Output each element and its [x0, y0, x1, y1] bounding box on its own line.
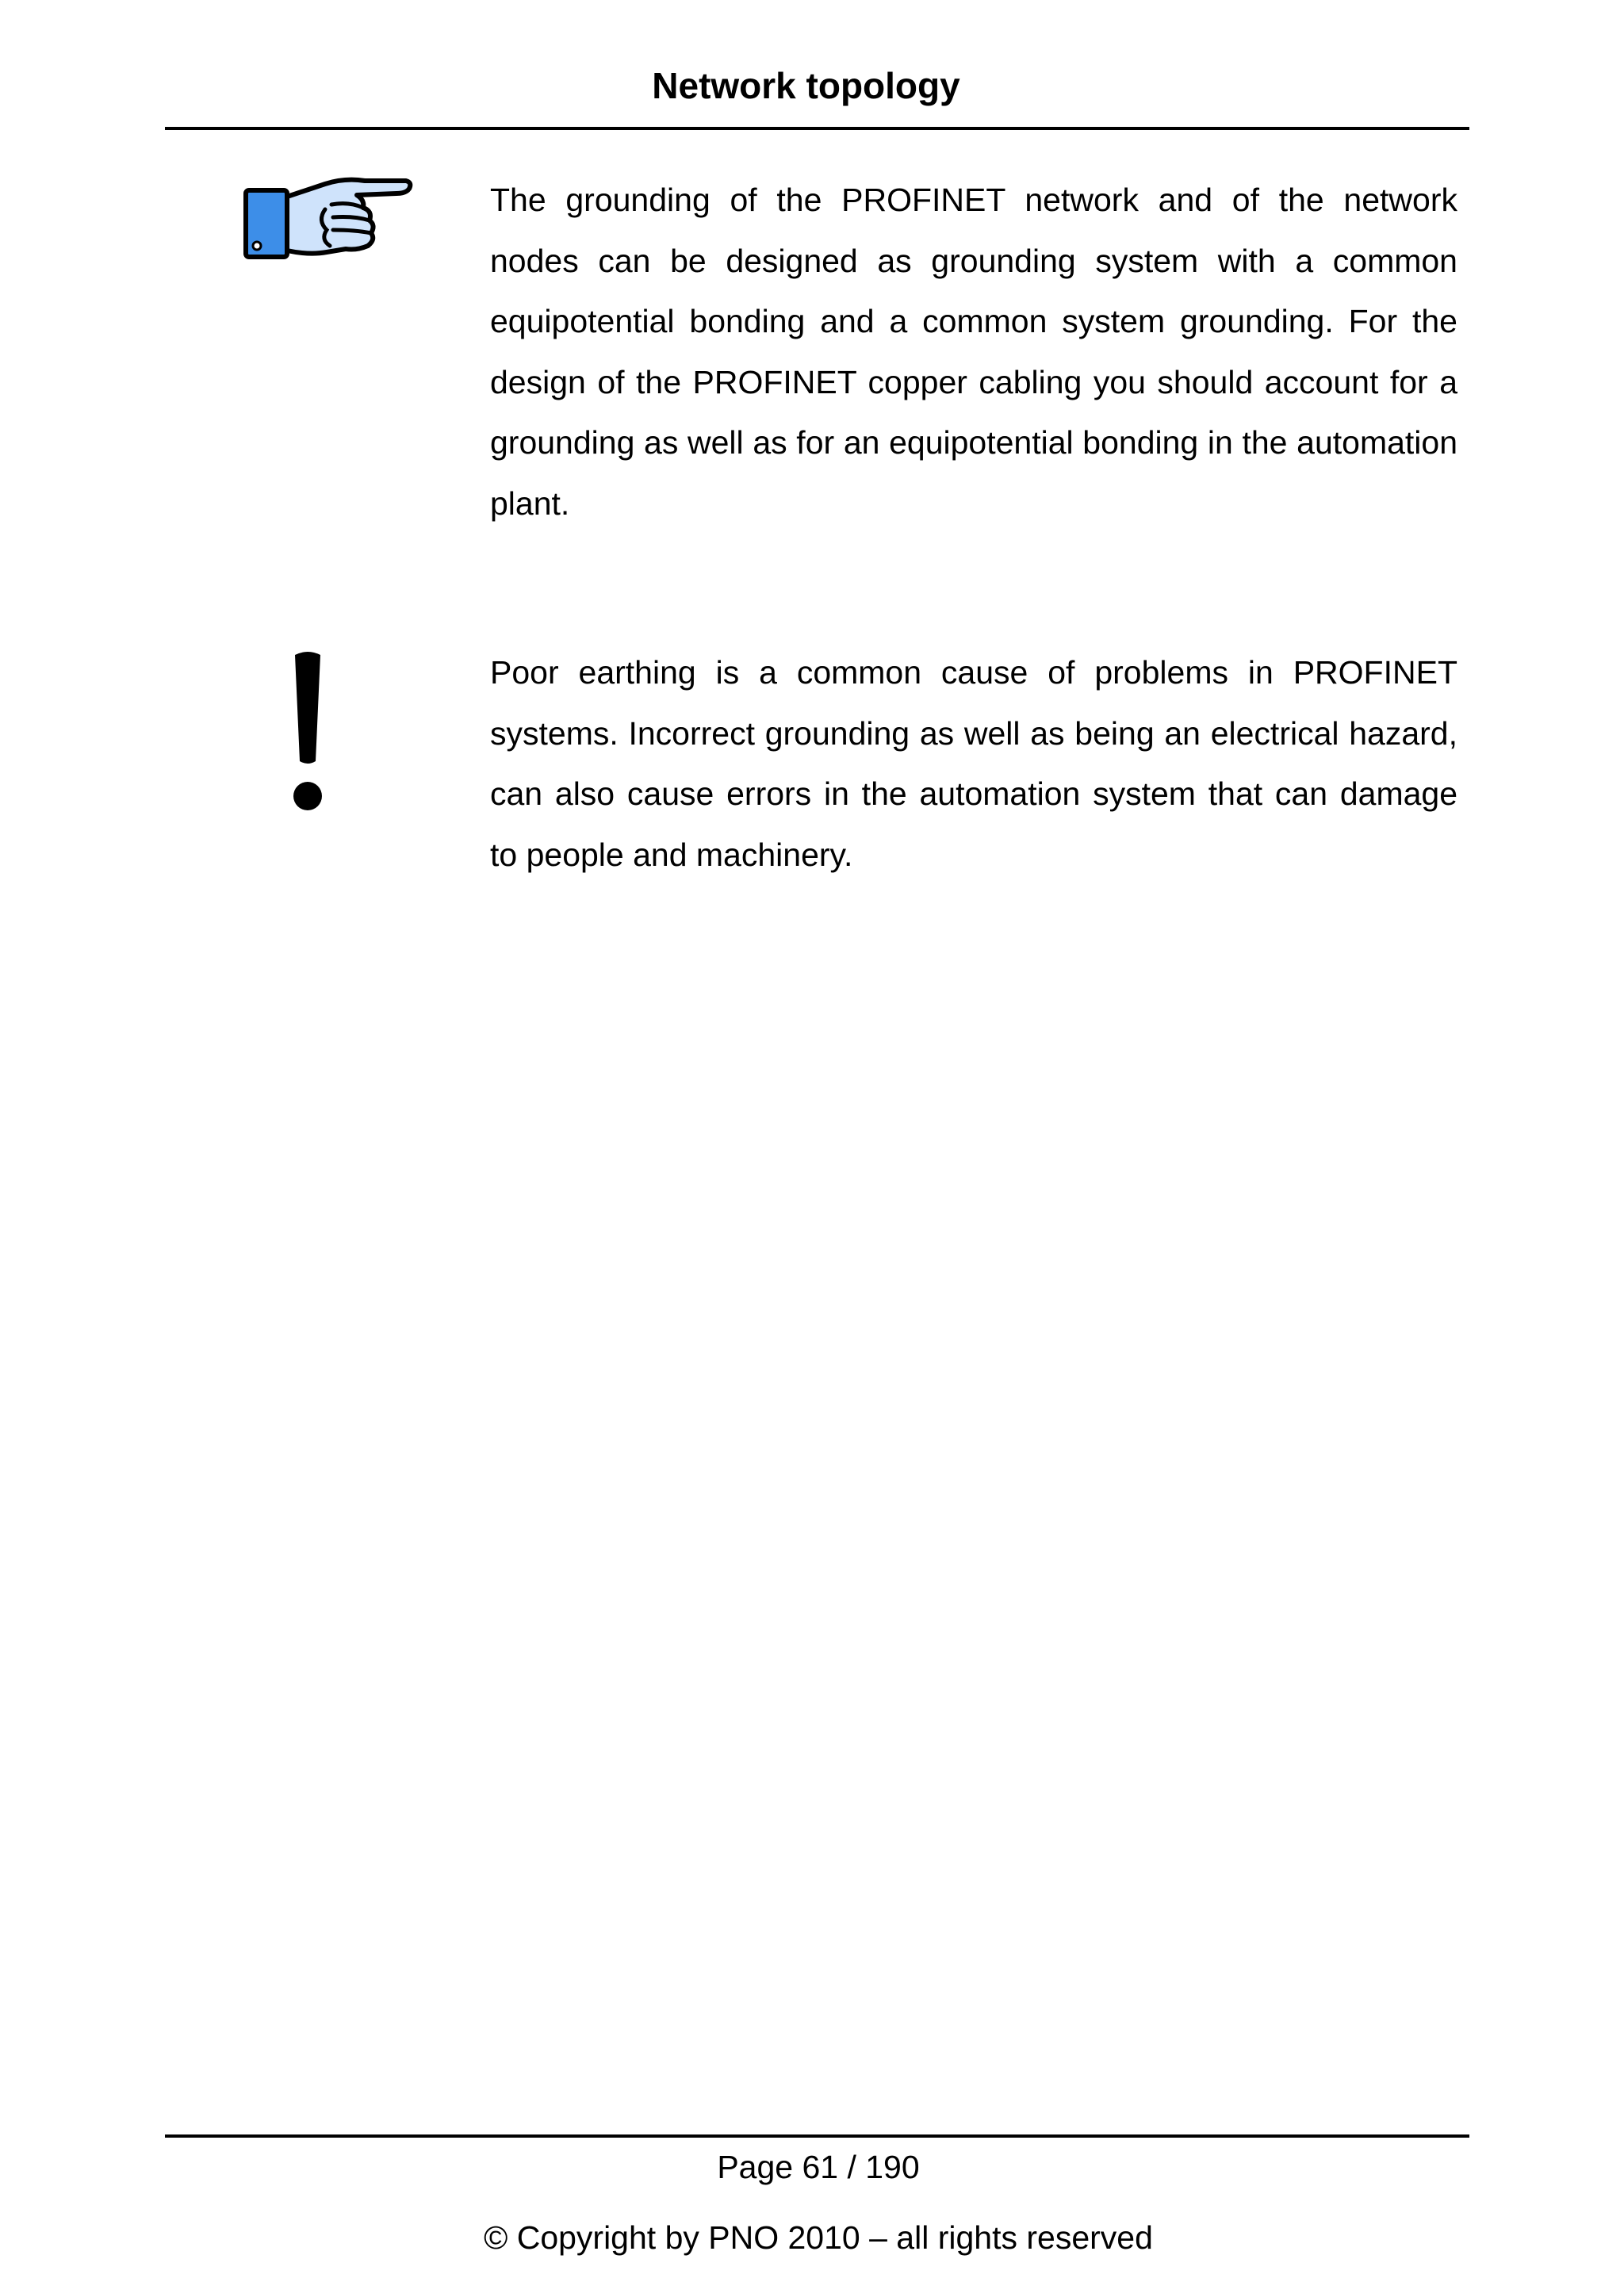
note-text-grounding: The grounding of the PROFINET network and of the network nodes can be designed as grounding system with a common equipotential bonding and a common system grounding. For the design of the PROFINET copper cabling you should account for a grounding as well as for an equipotential bonding in the automation plant. — [490, 182, 1457, 522]
pointing-hand-icon — [238, 173, 414, 265]
exclamation-icon — [285, 650, 330, 814]
header-rule — [165, 127, 1469, 130]
page-header-title: Network topology — [652, 65, 960, 106]
copyright-notice: © Copyright by PNO 2010 – all rights reserved — [484, 2219, 1153, 2256]
footer-rule — [165, 2134, 1469, 2138]
page-number: Page 61 / 190 — [717, 2149, 920, 2185]
note-text-warning: Poor earthing is a common cause of problems in PROFINET systems. Incorrect grounding as well as being an electrical hazard, can also cause errors in the automation system that can damage to people and machinery. — [490, 654, 1457, 873]
